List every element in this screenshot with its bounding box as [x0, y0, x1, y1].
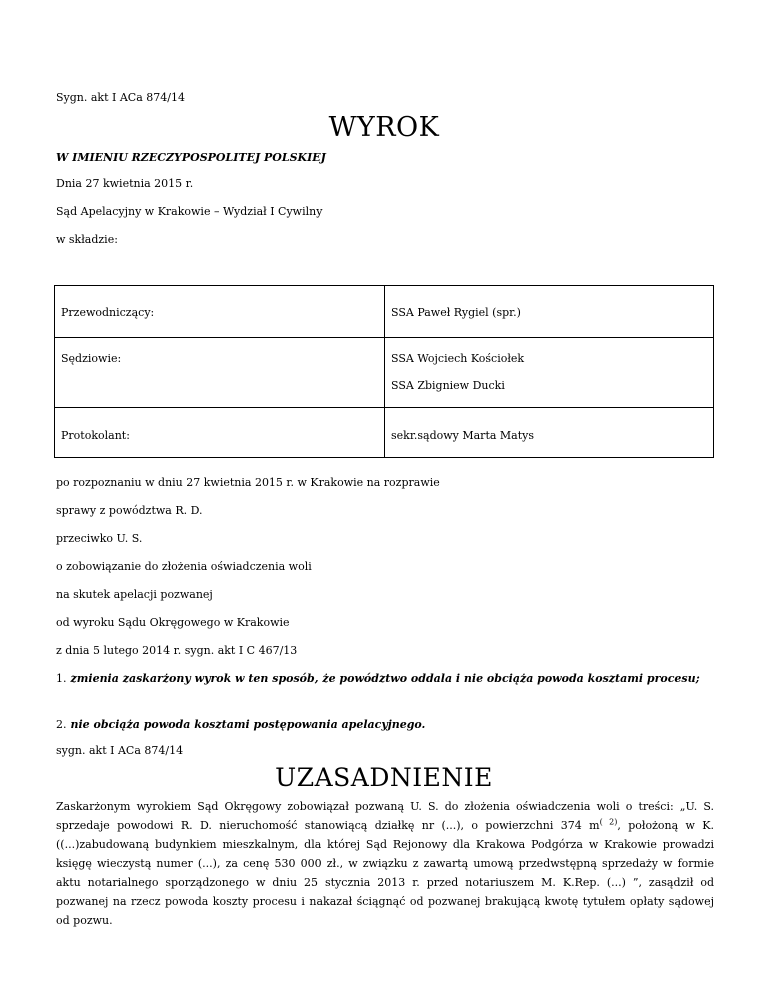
justification-paragraph: [56, 797, 714, 930]
ruling-item-1-text: zmienia zaskarżony wyrok w ten sposób, że powództwo oddala i nie obciąża powoda kosztami procesu;: [70, 672, 700, 685]
judgment-title: WYROK: [328, 112, 440, 143]
clerk-row: [55, 408, 714, 458]
court-composition-table: [54, 285, 714, 458]
judge-2-name: SSA Zbigniew Ducki: [391, 379, 505, 392]
proceedings-line: po rozpoznaniu w dniu 27 kwietnia 2015 r. w Krakowie na rozprawie: [56, 476, 440, 489]
judges-row: [55, 338, 714, 408]
judge-1-name: SSA Wojciech Kościołek: [391, 352, 525, 365]
clerk-name: sekr.sądowy Marta Matys: [391, 429, 535, 442]
presiding-name: SSA Paweł Rygiel (spr.): [391, 306, 521, 319]
justification-text-part-2: , położoną w K. ((...)zabudowaną budynkiem mieszkalnym, dla której Sąd Rejonowy dla Krakowa Podgórza w Krakowie prowadzi księgę wieczystą numer (...), za cenę 530 000 zł., w związku z zawartą umową przedwstępną sprzedaży w formie aktu notarialnego sporządzonego w dniu 25 stycznia 2013 r. przed notariuszem M. K.Rep. (...) ”, zasądził od pozwanej na rzecz powoda koszty procesu i nakazał ściągnąć od pozwanej brakującą kwotę tytułem opłaty sądowej od pozwu.: [56, 819, 714, 927]
proceedings-lower-case: z dnia 5 lutego 2014 r. sygn. akt I C 467/13: [56, 644, 298, 657]
proceedings-defendant: przeciwko U. S.: [56, 532, 143, 545]
court-name: Sąd Apelacyjny w Krakowie – Wydział I Cywilny: [56, 205, 323, 218]
proceedings-subject: o zobowiązanie do złożenia oświadczenia woli: [56, 560, 312, 573]
judgment-subtitle: W IMIENIU RZECZYPOSPOLITEJ POLSKIEJ: [56, 151, 326, 164]
clerk-label: Protokolant:: [61, 429, 130, 442]
ruling-item-1-number: 1.: [56, 672, 67, 685]
ruling-item-1: [56, 670, 716, 687]
ruling-item-2: [56, 716, 716, 733]
case-number: Sygn. akt I ACa 874/14: [56, 91, 185, 104]
ruling-item-2-number: 2.: [56, 718, 67, 731]
ruling-item-2-text: nie obciąża powoda kosztami postępowania apelacyjnego.: [70, 718, 426, 731]
presiding-row: [55, 286, 714, 338]
judges-label: Sędziowie:: [61, 352, 122, 365]
justification-title: UZASADNIENIE: [275, 763, 493, 792]
presiding-label: Przewodniczący:: [61, 306, 155, 319]
proceedings-lower-court: od wyroku Sądu Okręgowego w Krakowie: [56, 616, 290, 629]
justification-text-part-1: Zaskarżonym wyrokiem Sąd Okręgowy zobowiązał pozwaną U. S. do złożenia oświadczenia woli o treści: „U. S. sprzedaje powodowi R. D. nieruchomość stanowiącą działkę nr (...), o powierzchni 374 m: [56, 800, 714, 832]
proceedings-plaintiff: sprawy z powództwa R. D.: [56, 504, 203, 517]
judgment-date: Dnia 27 kwietnia 2015 r.: [56, 177, 194, 190]
proceedings-appeal: na skutek apelacji pozwanej: [56, 588, 213, 601]
justification-case-number: sygn. akt I ACa 874/14: [56, 744, 184, 757]
composition-intro: w składzie:: [56, 233, 118, 246]
square-meter-exponent: ( 2): [599, 817, 618, 827]
